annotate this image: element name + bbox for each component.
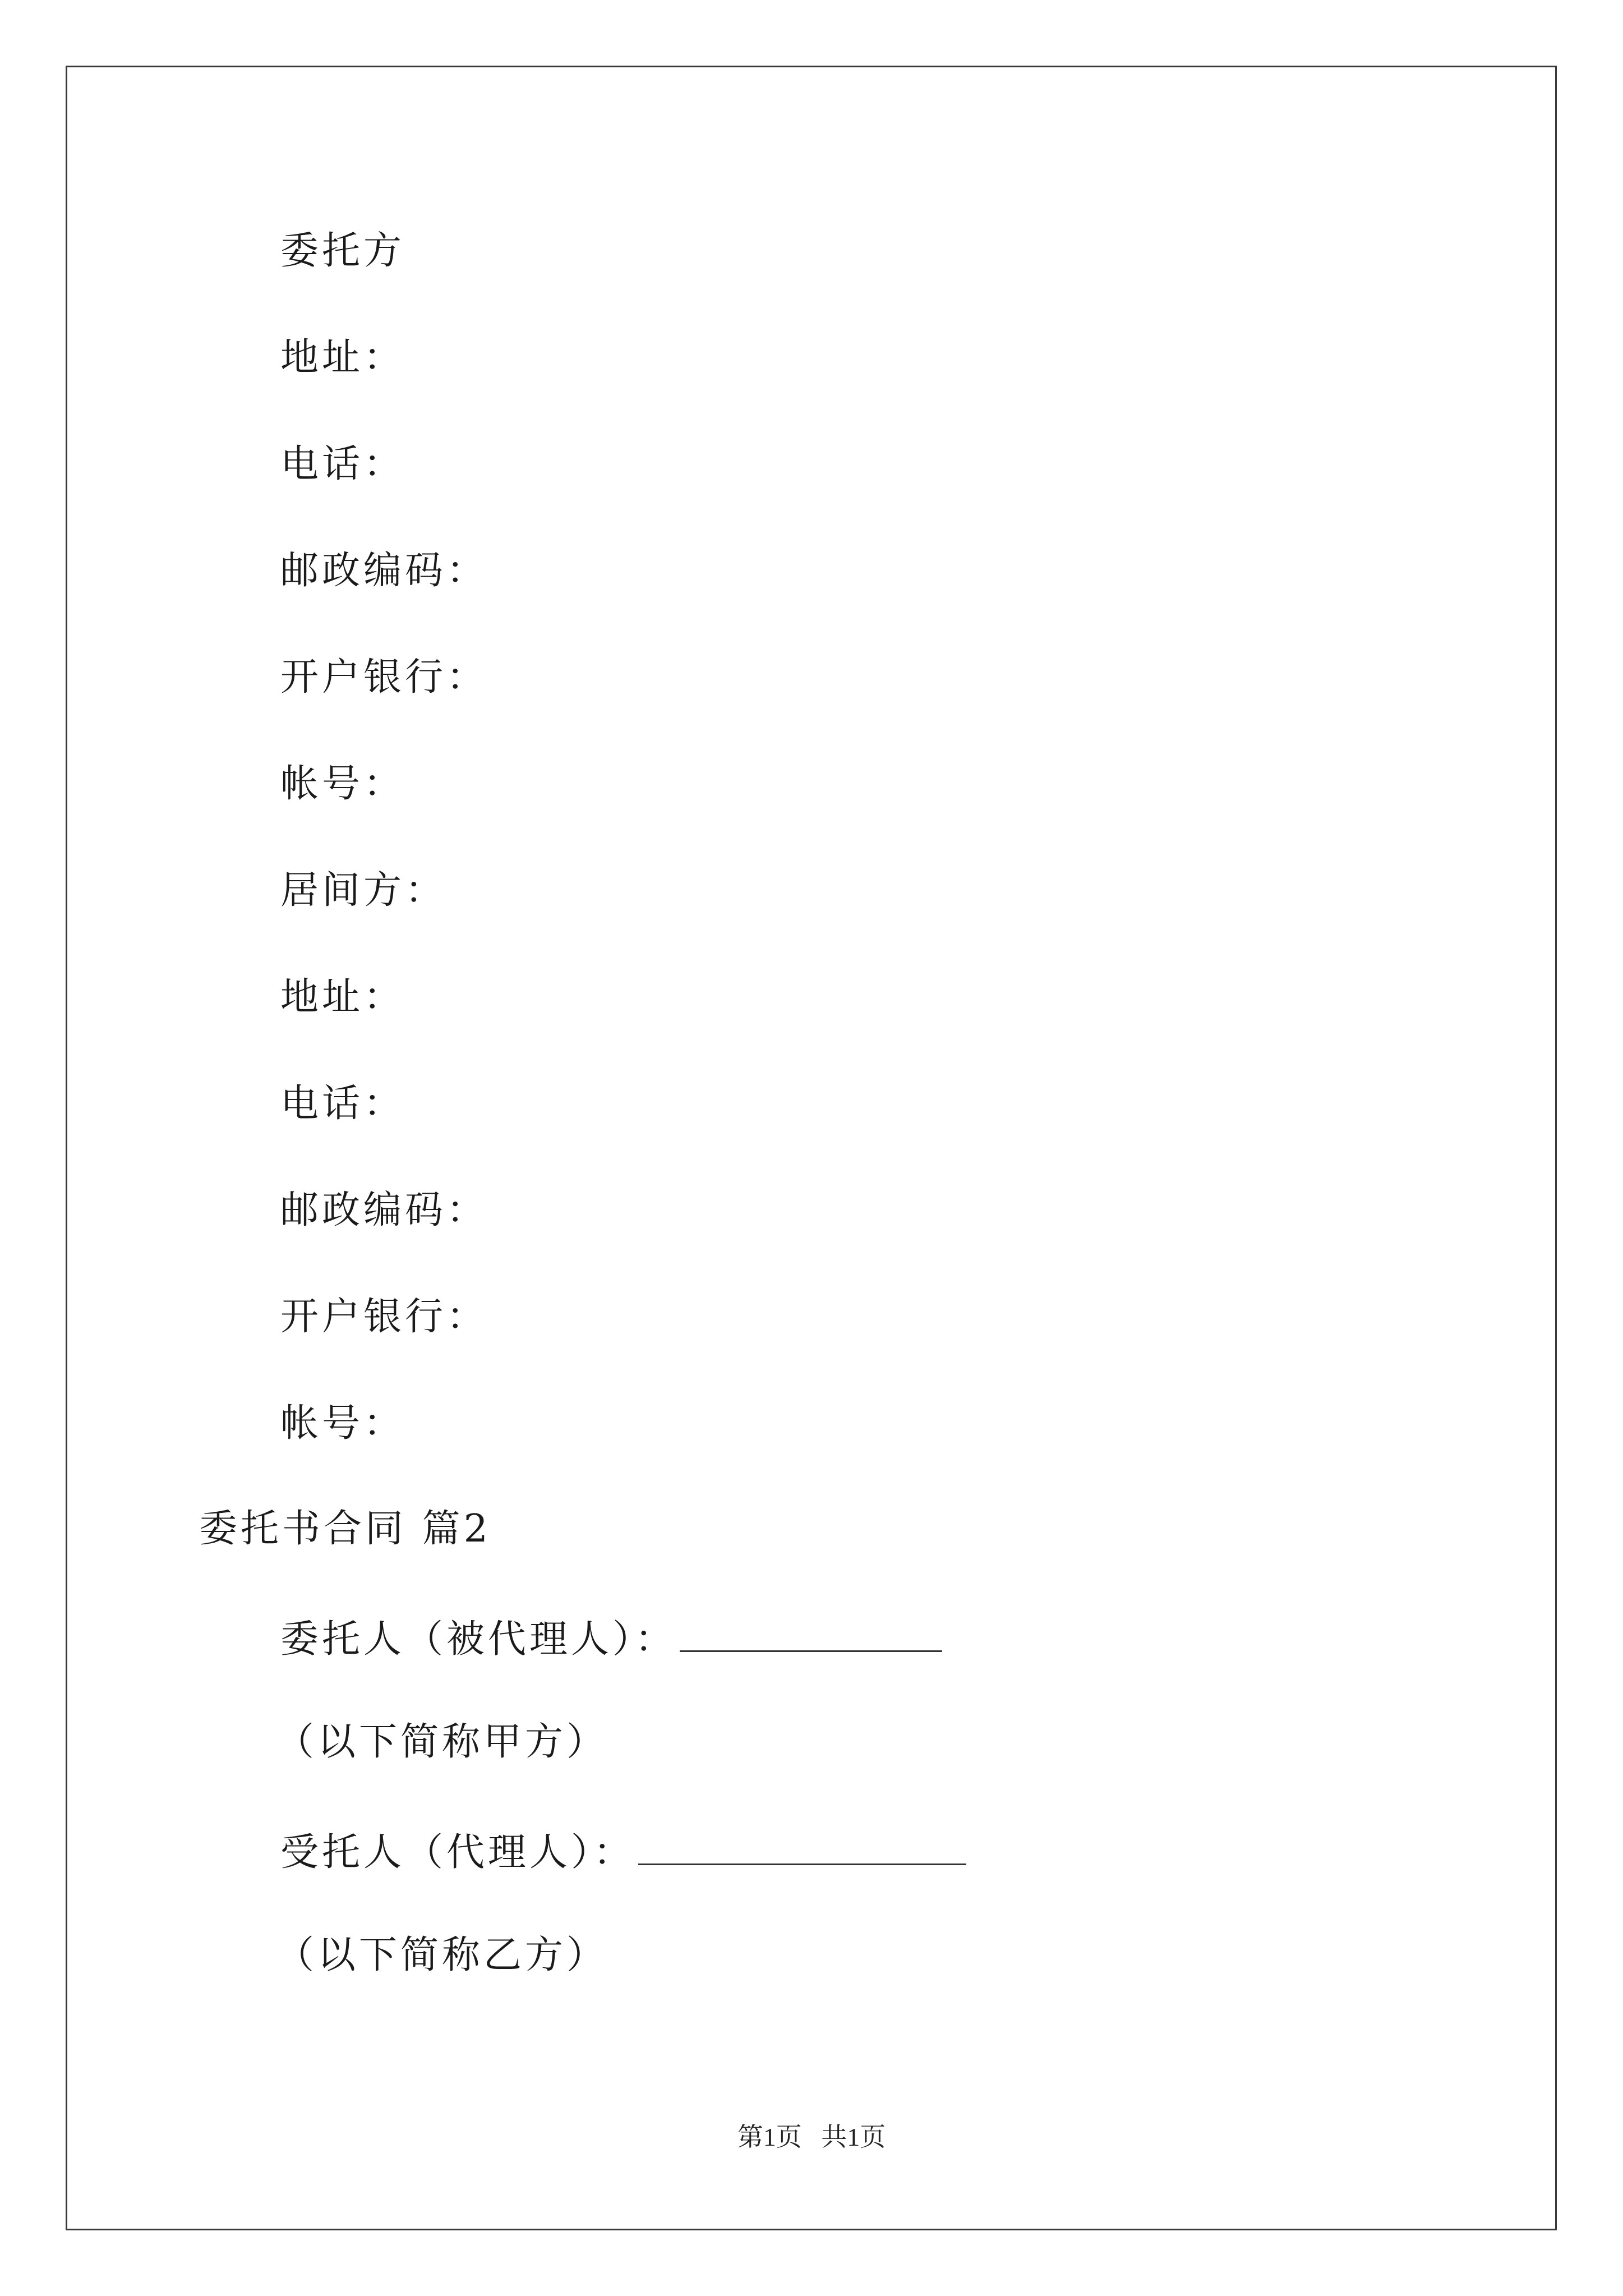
doc-line: 邮政编码： (280, 549, 488, 593)
principal-blank-field[interactable] (680, 1617, 942, 1652)
doc-line: 地址： (280, 975, 405, 1019)
doc-line: 居间方： (280, 868, 447, 913)
page-footer: 第1页 共1页 (737, 2123, 886, 2151)
doc-line: 邮政编码： (280, 1188, 488, 1232)
principal-note: （以下简称甲方） (276, 1720, 608, 1764)
doc-line: 委托方 (280, 229, 405, 273)
principal-line (280, 1617, 942, 1662)
page-border (66, 66, 1557, 2230)
agent-label: 受托人（代理人）： (280, 1830, 635, 1875)
agent-blank-field[interactable] (638, 1830, 966, 1865)
agent-note: （以下简称乙方） (276, 1933, 608, 1977)
doc-line: 地址： (280, 335, 405, 380)
section-heading: 委托书合同 篇2 (199, 1507, 491, 1551)
doc-line: 帐号： (280, 762, 405, 806)
principal-label: 委托人（被代理人）： (280, 1617, 677, 1662)
agent-line (280, 1830, 966, 1875)
doc-line: 开户银行： (280, 1295, 488, 1339)
doc-line: 电话： (280, 1082, 405, 1126)
doc-line: 帐号： (280, 1401, 405, 1446)
doc-line: 开户银行： (280, 655, 488, 700)
doc-line: 电话： (280, 442, 405, 486)
